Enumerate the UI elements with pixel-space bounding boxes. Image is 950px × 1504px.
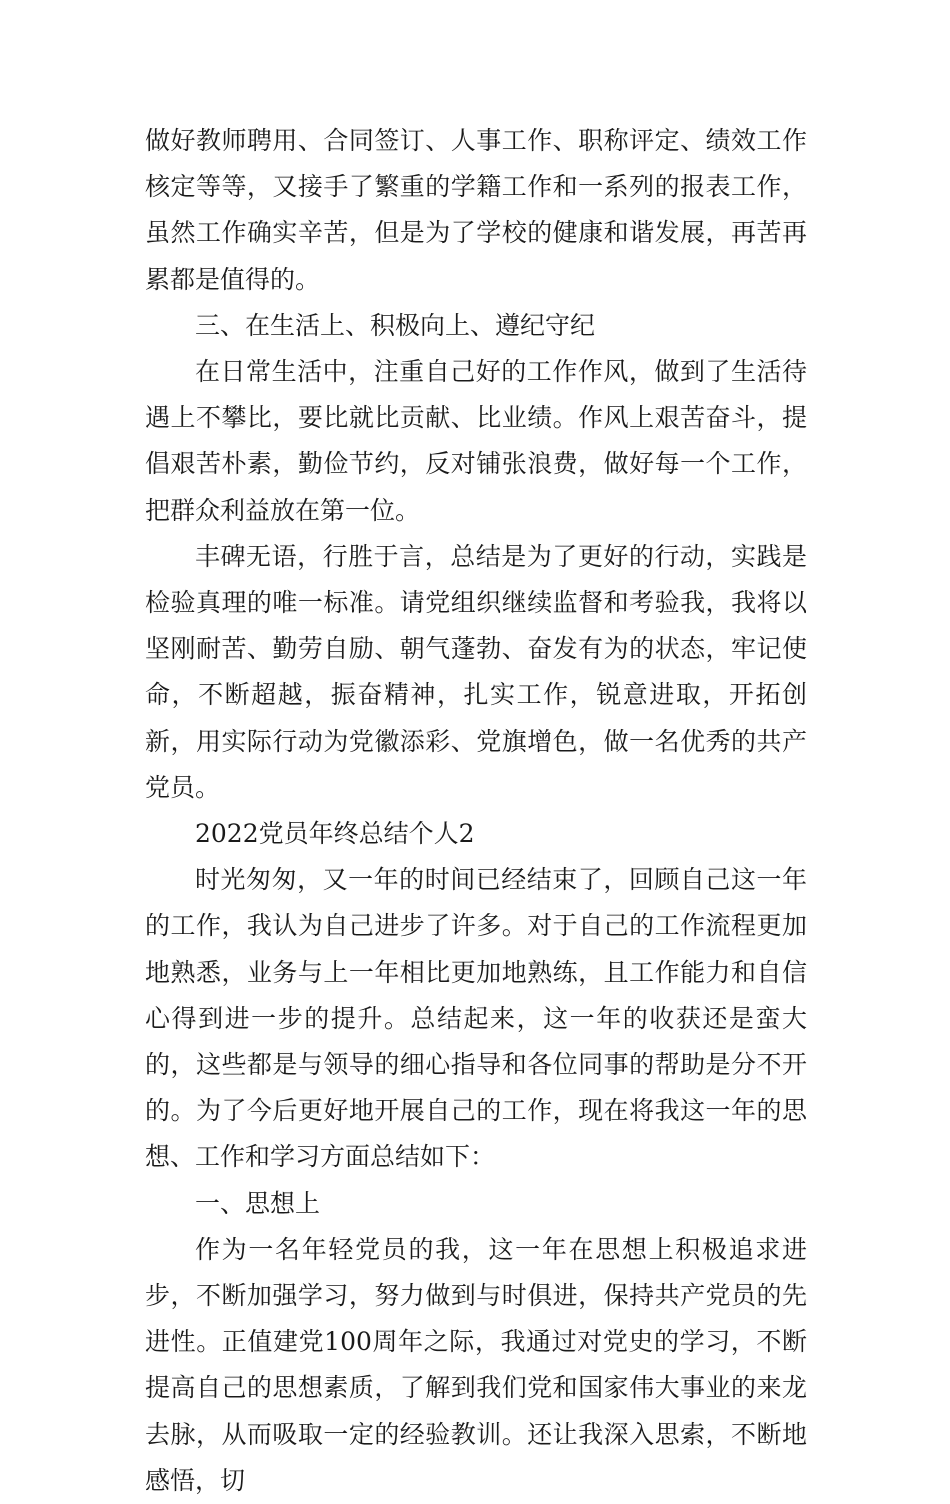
paragraph-conclusion: 丰碑无语，行胜于言，总结是为了更好的行动，实践是检验真理的唯一标准。请党组织继续监督和考验我，我将以坚刚耐苦、勤劳自励、朝气蓬勃、奋发有为的状态，牢记使命，不断超越，振奋精神，扎实工作，锐意进取，开拓创新，用实际行动为党徽添彩、党旗增色，做一名优秀的共产党员。	[145, 541, 807, 802]
paragraph-continued: 做好教师聘用、合同签订、人事工作、职称评定、绩效工作核定等等，又接手了繁重的学籍工作和一系列的报表工作，虽然工作确实辛苦，但是为了学校的健康和谐发展，再苦再累都是值得的。	[145, 126, 807, 294]
paragraph-intro: 时光匆匆，又一年的时间已经结束了，回顾自己这一年的工作，我认为自己进步了许多。对于自己的工作流程更加地熟悉，业务与上一年相比更加地熟练，且工作能力和自信心得到进一步的提升。总结起来，这一年的收获还是蛮大的，这些都是与领导的细心指导和各位同事的帮助是分不开的。为了今后更好地开展自己的工作，现在将我这一年的思想、工作和学习方面总结如下：	[145, 865, 807, 1172]
section-heading-life: 三、在生活上、积极向上、遵纪守纪	[195, 310, 596, 340]
section-heading-thought: 一、思想上	[195, 1188, 321, 1218]
paragraph-daily-life: 在日常生活中，注重自己好的工作作风，做到了生活待遇上不攀比，要比就比贡献、比业绩。作风上艰苦奋斗，提倡艰苦朴素，勤俭节约，反对铺张浪费，做好每一个工作，把群众利益放在第一位。	[145, 357, 807, 525]
paragraph-thought: 作为一名年轻党员的我，这一年在思想上积极追求进步，不断加强学习，努力做到与时俱进，保持共产党员的先进性。正值建党100周年之际，我通过对党史的学习，不断提高自己的思想素质，了解到我们党和国家伟大事业的来龙去脉，从而吸取一定的经验教训。还让我深入思索，不断地感悟，切	[145, 1234, 807, 1495]
article-title-2: 2022党员年终总结个人2	[195, 819, 475, 849]
document-body	[145, 118, 807, 1504]
